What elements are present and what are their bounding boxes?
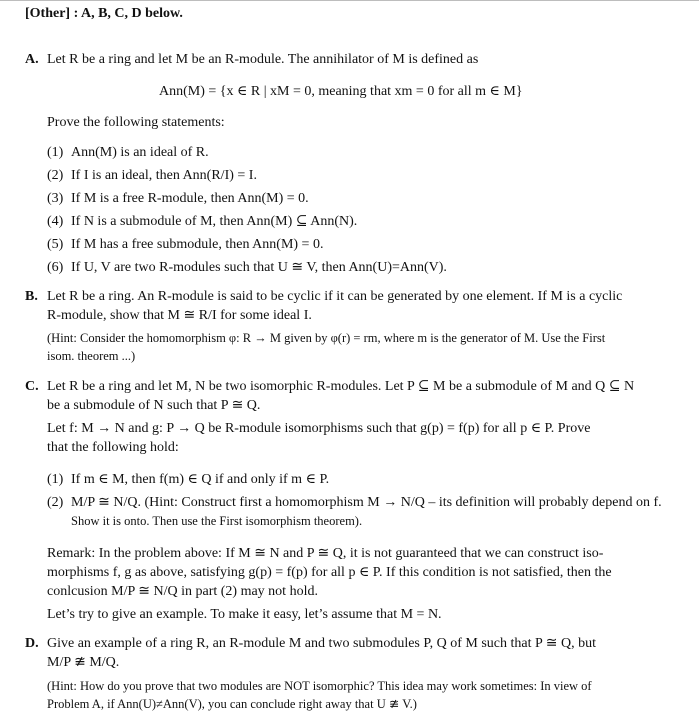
remark-line2: morphisms f, g as above, satisfying g(p) = f(p) for all p ∈ P. If this condition is not satisfied, then the	[47, 565, 612, 580]
list-item: (6) If U, V are two R-modules such that U ≅ V, then Ann(U)=Ann(V).	[47, 260, 447, 275]
list-item-continuation: Show it is onto. Then use the First isomorphism theorem).	[71, 514, 363, 528]
section-b-line2: R-module, show that M ≅ R/I for some ideal I.	[47, 308, 312, 323]
example-intro: Let’s try to give an example. To make it easy, let’s assume that M = N.	[47, 607, 442, 622]
list-item: (1) Ann(M) is an ideal of R.	[47, 145, 209, 160]
remark-line1: Remark: In the problem above: If M ≅ N and P ≅ Q, it is not guaranteed that we can construct iso-	[47, 546, 604, 561]
section-b-label: B.	[25, 289, 38, 304]
section-d-hint2: Problem A, if Ann(U)≠Ann(V), you can conclude right away that U ≇ V.)	[47, 697, 417, 711]
section-c-line1: Let R be a ring and let M, N be two isomorphic R-modules. Let P ⊆ M be a submodule of M and Q ⊆ N	[47, 379, 635, 394]
page-header: [Other] : A, B, C, D below.	[25, 6, 183, 21]
annihilator-formula: Ann(M) = {x ∈ R | xM = 0, meaning that xm = 0 for all m ∈ M}	[159, 84, 523, 99]
list-item: (4) If N is a submodule of M, then Ann(M) ⊆ Ann(N).	[47, 214, 358, 229]
section-b-line1: Let R be a ring. An R-module is said to be cyclic if it can be generated by one element. If M is a cyclic	[47, 289, 623, 304]
list-item: (2) If I is an ideal, then Ann(R/I) = I.	[47, 168, 257, 183]
section-c-line4: that the following hold:	[47, 440, 179, 455]
section-a-label: A.	[25, 52, 39, 67]
list-item: (2) M/P ≅ N/Q. (Hint: Construct first a homomorphism M → N/Q – its definition will probably depend on f.	[47, 495, 662, 510]
section-c-line2: be a submodule of N such that P ≅ Q.	[47, 398, 261, 413]
list-item: (5) If M has a free submodule, then Ann(M) = 0.	[47, 237, 324, 252]
top-border	[0, 0, 699, 1]
section-b-hint2: isom. theorem ...)	[47, 349, 136, 363]
section-c-label: C.	[25, 379, 39, 394]
section-d-line2: M/P ≇ M/Q.	[47, 655, 120, 670]
list-item: (1) If m ∈ M, then f(m) ∈ Q if and only if m ∈ P.	[47, 472, 330, 487]
list-item: (3) If M is a free R-module, then Ann(M) = 0.	[47, 191, 309, 206]
section-d-line1: Give an example of a ring R, an R-module M and two submodules P, Q of M such that P ≅ Q, but	[47, 636, 596, 651]
section-b-hint1: (Hint: Consider the homomorphism φ: R → M given by φ(r) = rm, where m is the generator of M. Use the First	[47, 331, 606, 345]
section-d-hint1: (Hint: How do you prove that two modules are NOT isomorphic? This idea may work sometimes: In view of	[47, 679, 592, 693]
section-d-label: D.	[25, 636, 39, 651]
section-a-prove: Prove the following statements:	[47, 115, 225, 130]
section-a-intro: Let R be a ring and let M be an R-module. The annihilator of M is defined as	[47, 52, 479, 67]
remark-line3: conlcusion M/P ≅ N/Q in part (2) may not hold.	[47, 584, 318, 599]
section-c-line3: Let f: M → N and g: P → Q be R-module isomorphisms such that g(p) = f(p) for all p ∈ P. Prove	[47, 421, 591, 436]
